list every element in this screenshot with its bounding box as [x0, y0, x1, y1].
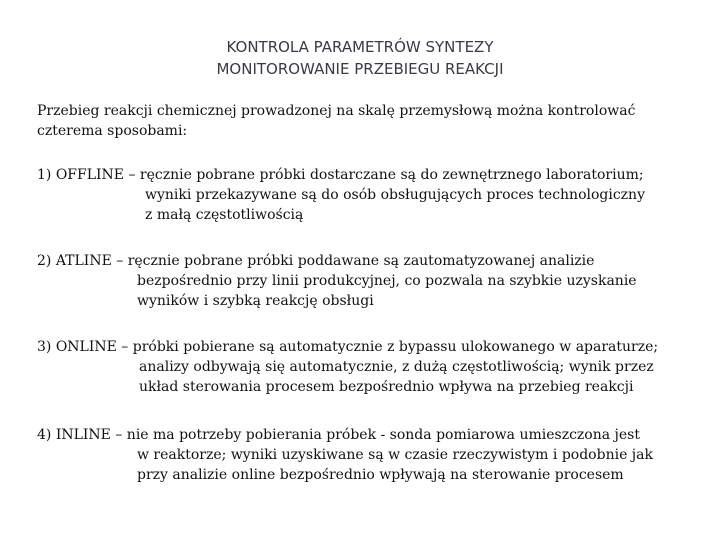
- intro-paragraph: [37, 101, 635, 141]
- method-online-line-2: analizy odbywają się automatycznie, z dużą częstotliwością; wynik przez: [139, 359, 654, 375]
- title-line-1: KONTROLA PARAMETRÓW SYNTEZY: [226, 38, 494, 56]
- method-offline-line-1: 1) OFFLINE – ręcznie pobrane próbki dostarczane są do zewnętrznego laboratorium;: [37, 167, 644, 183]
- method-inline-line-3: przy analizie online bezpośrednio wpływają na sterowanie procesem: [137, 467, 624, 483]
- method-atline: [37, 251, 637, 311]
- method-atline-line-3: wyników i szybką reakcję obsługi: [137, 293, 374, 309]
- intro-line-2: czterema sposobami:: [37, 123, 188, 139]
- method-online-line-3: układ sterowania procesem bezpośrednio wpływa na przebieg reakcji: [139, 379, 634, 395]
- method-atline-line-1: 2) ATLINE – ręcznie pobrane próbki poddawane są zautomatyzowanej analizie: [37, 253, 595, 269]
- method-online: [37, 337, 658, 397]
- method-inline: [37, 425, 653, 485]
- slide-title: [0, 36, 720, 80]
- method-online-line-1: 3) ONLINE – próbki pobierane są automatycznie z bypassu ulokowanego w aparaturze;: [37, 339, 659, 355]
- method-offline: [37, 165, 645, 225]
- intro-line-1: Przebieg reakcji chemicznej prowadzonej na skalę przemysłową można kontrolować: [37, 103, 636, 119]
- method-offline-line-3: z małą częstotliwością: [145, 207, 304, 223]
- method-offline-line-2: wyniki przekazywane są do osób obsługujących proces technologiczny: [145, 187, 645, 203]
- method-atline-line-2: bezpośrednio przy linii produkcyjnej, co pozwala na szybkie uzyskanie: [137, 273, 637, 289]
- title-line-2: MONITOROWANIE PRZEBIEGU REAKCJI: [216, 60, 504, 78]
- method-inline-line-1: 4) INLINE – nie ma potrzeby pobierania próbek - sonda pomiarowa umieszczona jest: [37, 427, 640, 443]
- method-inline-line-2: w reaktorze; wyniki uzyskiwane są w czasie rzeczywistym i podobnie jak: [137, 447, 653, 463]
